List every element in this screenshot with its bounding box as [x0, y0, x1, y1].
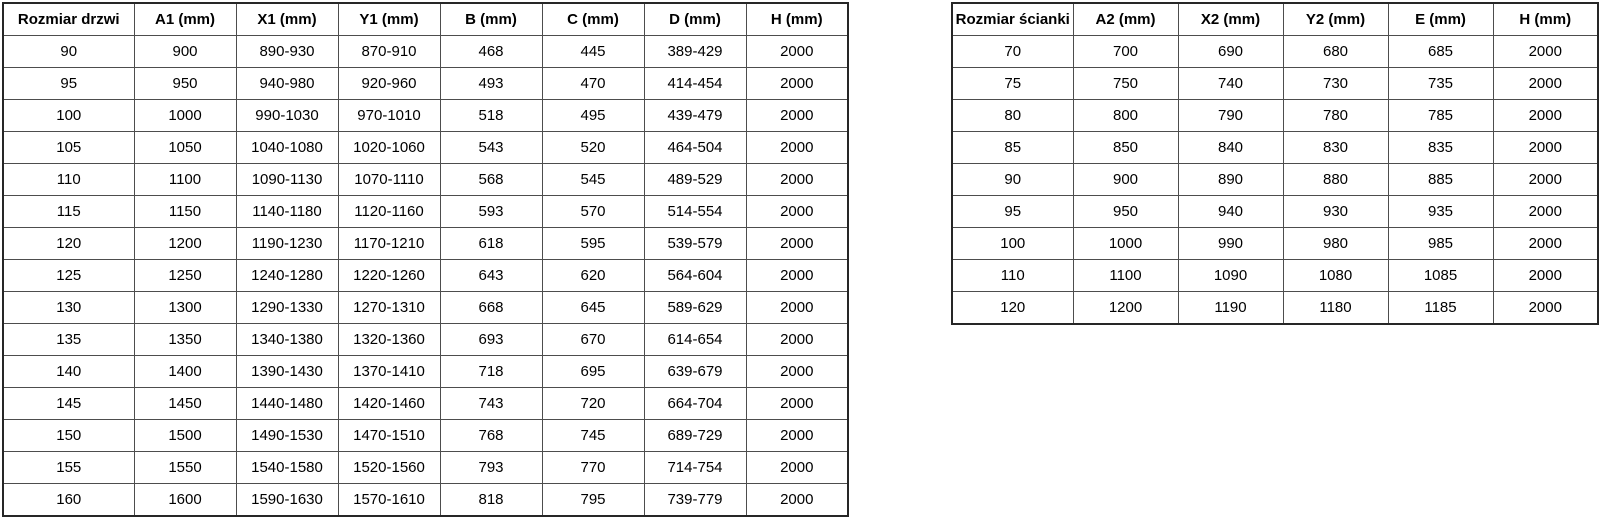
table-cell: 720	[542, 388, 644, 420]
column-header: D (mm)	[644, 3, 746, 36]
table-cell: 900	[134, 36, 236, 68]
table-cell: 1240-1280	[236, 260, 338, 292]
column-header: H (mm)	[746, 3, 848, 36]
table-cell: 870-910	[338, 36, 440, 68]
table-cell: 885	[1388, 164, 1493, 196]
table-cell: 389-429	[644, 36, 746, 68]
table-row	[952, 36, 1598, 68]
table-cell: 745	[542, 420, 644, 452]
column-header: Rozmiar drzwi	[3, 3, 134, 36]
table-row	[3, 324, 848, 356]
table-cell: 2000	[746, 132, 848, 164]
table-cell: 2000	[1493, 292, 1598, 325]
table-row	[3, 228, 848, 260]
table-cell: 730	[1283, 68, 1388, 100]
table-cell: 495	[542, 100, 644, 132]
table-cell: 2000	[746, 388, 848, 420]
table-cell: 2000	[746, 228, 848, 260]
table-cell: 95	[952, 196, 1073, 228]
table-cell: 1590-1630	[236, 484, 338, 517]
table-cell: 668	[440, 292, 542, 324]
table-row	[3, 388, 848, 420]
table-row	[3, 132, 848, 164]
table-cell: 890-930	[236, 36, 338, 68]
table-cell: 1180	[1283, 292, 1388, 325]
table-cell: 95	[3, 68, 134, 100]
table-cell: 645	[542, 292, 644, 324]
table-cell: 90	[952, 164, 1073, 196]
table-cell: 950	[1073, 196, 1178, 228]
table-cell: 740	[1178, 68, 1283, 100]
table-cell: 1050	[134, 132, 236, 164]
table-cell: 1140-1180	[236, 196, 338, 228]
table-row	[3, 260, 848, 292]
table-cell: 1540-1580	[236, 452, 338, 484]
table-row	[952, 164, 1598, 196]
table-cell: 145	[3, 388, 134, 420]
table-cell: 2000	[1493, 228, 1598, 260]
table-cell: 1520-1560	[338, 452, 440, 484]
table-cell: 990-1030	[236, 100, 338, 132]
column-header: Y2 (mm)	[1283, 3, 1388, 36]
table-cell: 1020-1060	[338, 132, 440, 164]
table-cell: 920-960	[338, 68, 440, 100]
table-cell: 930	[1283, 196, 1388, 228]
table-row	[3, 164, 848, 196]
table-cell: 110	[3, 164, 134, 196]
table-cell: 120	[3, 228, 134, 260]
column-header: C (mm)	[542, 3, 644, 36]
table-cell: 2000	[1493, 36, 1598, 68]
table-cell: 90	[3, 36, 134, 68]
table-cell: 1120-1160	[338, 196, 440, 228]
table-cell: 1300	[134, 292, 236, 324]
wall-dimensions-table	[951, 2, 1599, 325]
table-cell: 670	[542, 324, 644, 356]
table-cell: 2000	[746, 164, 848, 196]
table-cell: 1470-1510	[338, 420, 440, 452]
table-row	[952, 68, 1598, 100]
table-cell: 750	[1073, 68, 1178, 100]
table-cell: 125	[3, 260, 134, 292]
table-cell: 1085	[1388, 260, 1493, 292]
door-dimensions-table	[2, 2, 849, 517]
table-cell: 2000	[746, 36, 848, 68]
table-cell: 1350	[134, 324, 236, 356]
column-header: A1 (mm)	[134, 3, 236, 36]
table-cell: 2000	[1493, 260, 1598, 292]
table-cell: 568	[440, 164, 542, 196]
column-header: A2 (mm)	[1073, 3, 1178, 36]
header-row	[3, 3, 848, 36]
table-cell: 940-980	[236, 68, 338, 100]
table-cell: 2000	[1493, 68, 1598, 100]
column-header: Rozmiar ścianki	[952, 3, 1073, 36]
table-cell: 1040-1080	[236, 132, 338, 164]
table-cell: 414-454	[644, 68, 746, 100]
table-cell: 75	[952, 68, 1073, 100]
column-header: E (mm)	[1388, 3, 1493, 36]
table-cell: 100	[3, 100, 134, 132]
table-row	[3, 36, 848, 68]
table-cell: 543	[440, 132, 542, 164]
table-cell: 2000	[746, 420, 848, 452]
table-cell: 643	[440, 260, 542, 292]
table-cell: 70	[952, 36, 1073, 68]
table-cell: 1550	[134, 452, 236, 484]
table-row	[952, 260, 1598, 292]
table-cell: 664-704	[644, 388, 746, 420]
table-cell: 693	[440, 324, 542, 356]
table-cell: 785	[1388, 100, 1493, 132]
table-cell: 800	[1073, 100, 1178, 132]
table-cell: 795	[542, 484, 644, 517]
table-cell: 2000	[1493, 164, 1598, 196]
table-cell: 890	[1178, 164, 1283, 196]
table-cell: 985	[1388, 228, 1493, 260]
table-cell: 85	[952, 132, 1073, 164]
table-cell: 445	[542, 36, 644, 68]
table-cell: 130	[3, 292, 134, 324]
table-cell: 2000	[746, 196, 848, 228]
table-cell: 685	[1388, 36, 1493, 68]
table-cell: 935	[1388, 196, 1493, 228]
column-header: X2 (mm)	[1178, 3, 1283, 36]
table-cell: 1190	[1178, 292, 1283, 325]
table-cell: 739-779	[644, 484, 746, 517]
table-cell: 1270-1310	[338, 292, 440, 324]
table-cell: 518	[440, 100, 542, 132]
table-cell: 990	[1178, 228, 1283, 260]
table-cell: 1290-1330	[236, 292, 338, 324]
table-cell: 1080	[1283, 260, 1388, 292]
table-cell: 735	[1388, 68, 1493, 100]
table-row	[3, 68, 848, 100]
table-cell: 1150	[134, 196, 236, 228]
column-header: X1 (mm)	[236, 3, 338, 36]
table-cell: 2000	[1493, 196, 1598, 228]
table-cell: 639-679	[644, 356, 746, 388]
table-cell: 1000	[1073, 228, 1178, 260]
table-cell: 1200	[1073, 292, 1178, 325]
table-cell: 689-729	[644, 420, 746, 452]
table-row	[952, 132, 1598, 164]
table-cell: 520	[542, 132, 644, 164]
header-row	[952, 3, 1598, 36]
table-row	[3, 452, 848, 484]
table-cell: 695	[542, 356, 644, 388]
table-cell: 110	[952, 260, 1073, 292]
table-cell: 595	[542, 228, 644, 260]
table-cell: 2000	[746, 100, 848, 132]
table-cell: 100	[952, 228, 1073, 260]
table-cell: 1320-1360	[338, 324, 440, 356]
table-cell: 840	[1178, 132, 1283, 164]
table-cell: 1220-1260	[338, 260, 440, 292]
table-cell: 830	[1283, 132, 1388, 164]
table-cell: 470	[542, 68, 644, 100]
table-row	[3, 292, 848, 324]
table-cell: 514-554	[644, 196, 746, 228]
table-row	[3, 484, 848, 517]
table-cell: 80	[952, 100, 1073, 132]
table-cell: 150	[3, 420, 134, 452]
table-cell: 980	[1283, 228, 1388, 260]
table-cell: 493	[440, 68, 542, 100]
table-cell: 155	[3, 452, 134, 484]
table-cell: 2000	[1493, 132, 1598, 164]
table-cell: 489-529	[644, 164, 746, 196]
table-cell: 2000	[746, 484, 848, 517]
table-row	[3, 196, 848, 228]
table-cell: 850	[1073, 132, 1178, 164]
table-cell: 2000	[1493, 100, 1598, 132]
table-cell: 1185	[1388, 292, 1493, 325]
column-header: Y1 (mm)	[338, 3, 440, 36]
table-cell: 614-654	[644, 324, 746, 356]
table-cell: 2000	[746, 260, 848, 292]
table-cell: 1170-1210	[338, 228, 440, 260]
table-cell: 835	[1388, 132, 1493, 164]
table-row	[3, 420, 848, 452]
table-cell: 770	[542, 452, 644, 484]
table-cell: 743	[440, 388, 542, 420]
table-row	[3, 100, 848, 132]
table-cell: 1440-1480	[236, 388, 338, 420]
table-cell: 1490-1530	[236, 420, 338, 452]
table-cell: 618	[440, 228, 542, 260]
table-cell: 1400	[134, 356, 236, 388]
table-cell: 690	[1178, 36, 1283, 68]
table-cell: 1070-1110	[338, 164, 440, 196]
table-cell: 1200	[134, 228, 236, 260]
table-cell: 790	[1178, 100, 1283, 132]
table-cell: 940	[1178, 196, 1283, 228]
table-cell: 900	[1073, 164, 1178, 196]
table-cell: 680	[1283, 36, 1388, 68]
table-cell: 2000	[746, 452, 848, 484]
table-row	[952, 196, 1598, 228]
table-cell: 1190-1230	[236, 228, 338, 260]
table-cell: 1420-1460	[338, 388, 440, 420]
table-cell: 2000	[746, 292, 848, 324]
table-cell: 570	[542, 196, 644, 228]
table-cell: 545	[542, 164, 644, 196]
table-cell: 714-754	[644, 452, 746, 484]
table-cell: 2000	[746, 324, 848, 356]
table-cell: 880	[1283, 164, 1388, 196]
table-cell: 793	[440, 452, 542, 484]
table-cell: 950	[134, 68, 236, 100]
table-cell: 970-1010	[338, 100, 440, 132]
table-cell: 2000	[746, 68, 848, 100]
column-header: B (mm)	[440, 3, 542, 36]
table-cell: 1390-1430	[236, 356, 338, 388]
table-cell: 1090	[1178, 260, 1283, 292]
table-cell: 1570-1610	[338, 484, 440, 517]
table-cell: 1000	[134, 100, 236, 132]
table-cell: 1100	[134, 164, 236, 196]
table-cell: 105	[3, 132, 134, 164]
table-cell: 589-629	[644, 292, 746, 324]
table-cell: 468	[440, 36, 542, 68]
table-cell: 1340-1380	[236, 324, 338, 356]
table-cell: 718	[440, 356, 542, 388]
table-row	[952, 100, 1598, 132]
table-cell: 700	[1073, 36, 1178, 68]
table-cell: 539-579	[644, 228, 746, 260]
table-cell: 1600	[134, 484, 236, 517]
table-row	[952, 228, 1598, 260]
table-cell: 135	[3, 324, 134, 356]
table-cell: 780	[1283, 100, 1388, 132]
table-cell: 140	[3, 356, 134, 388]
table-cell: 593	[440, 196, 542, 228]
table-cell: 464-504	[644, 132, 746, 164]
table-cell: 1250	[134, 260, 236, 292]
table-cell: 160	[3, 484, 134, 517]
table-cell: 564-604	[644, 260, 746, 292]
table-cell: 120	[952, 292, 1073, 325]
table-cell: 1500	[134, 420, 236, 452]
table-cell: 620	[542, 260, 644, 292]
table-cell: 818	[440, 484, 542, 517]
table-cell: 2000	[746, 356, 848, 388]
table-cell: 1100	[1073, 260, 1178, 292]
table-cell: 1450	[134, 388, 236, 420]
table-cell: 439-479	[644, 100, 746, 132]
table-cell: 1090-1130	[236, 164, 338, 196]
table-row	[3, 356, 848, 388]
column-header: H (mm)	[1493, 3, 1598, 36]
table-row	[952, 292, 1598, 325]
table-cell: 115	[3, 196, 134, 228]
table-cell: 768	[440, 420, 542, 452]
table-cell: 1370-1410	[338, 356, 440, 388]
